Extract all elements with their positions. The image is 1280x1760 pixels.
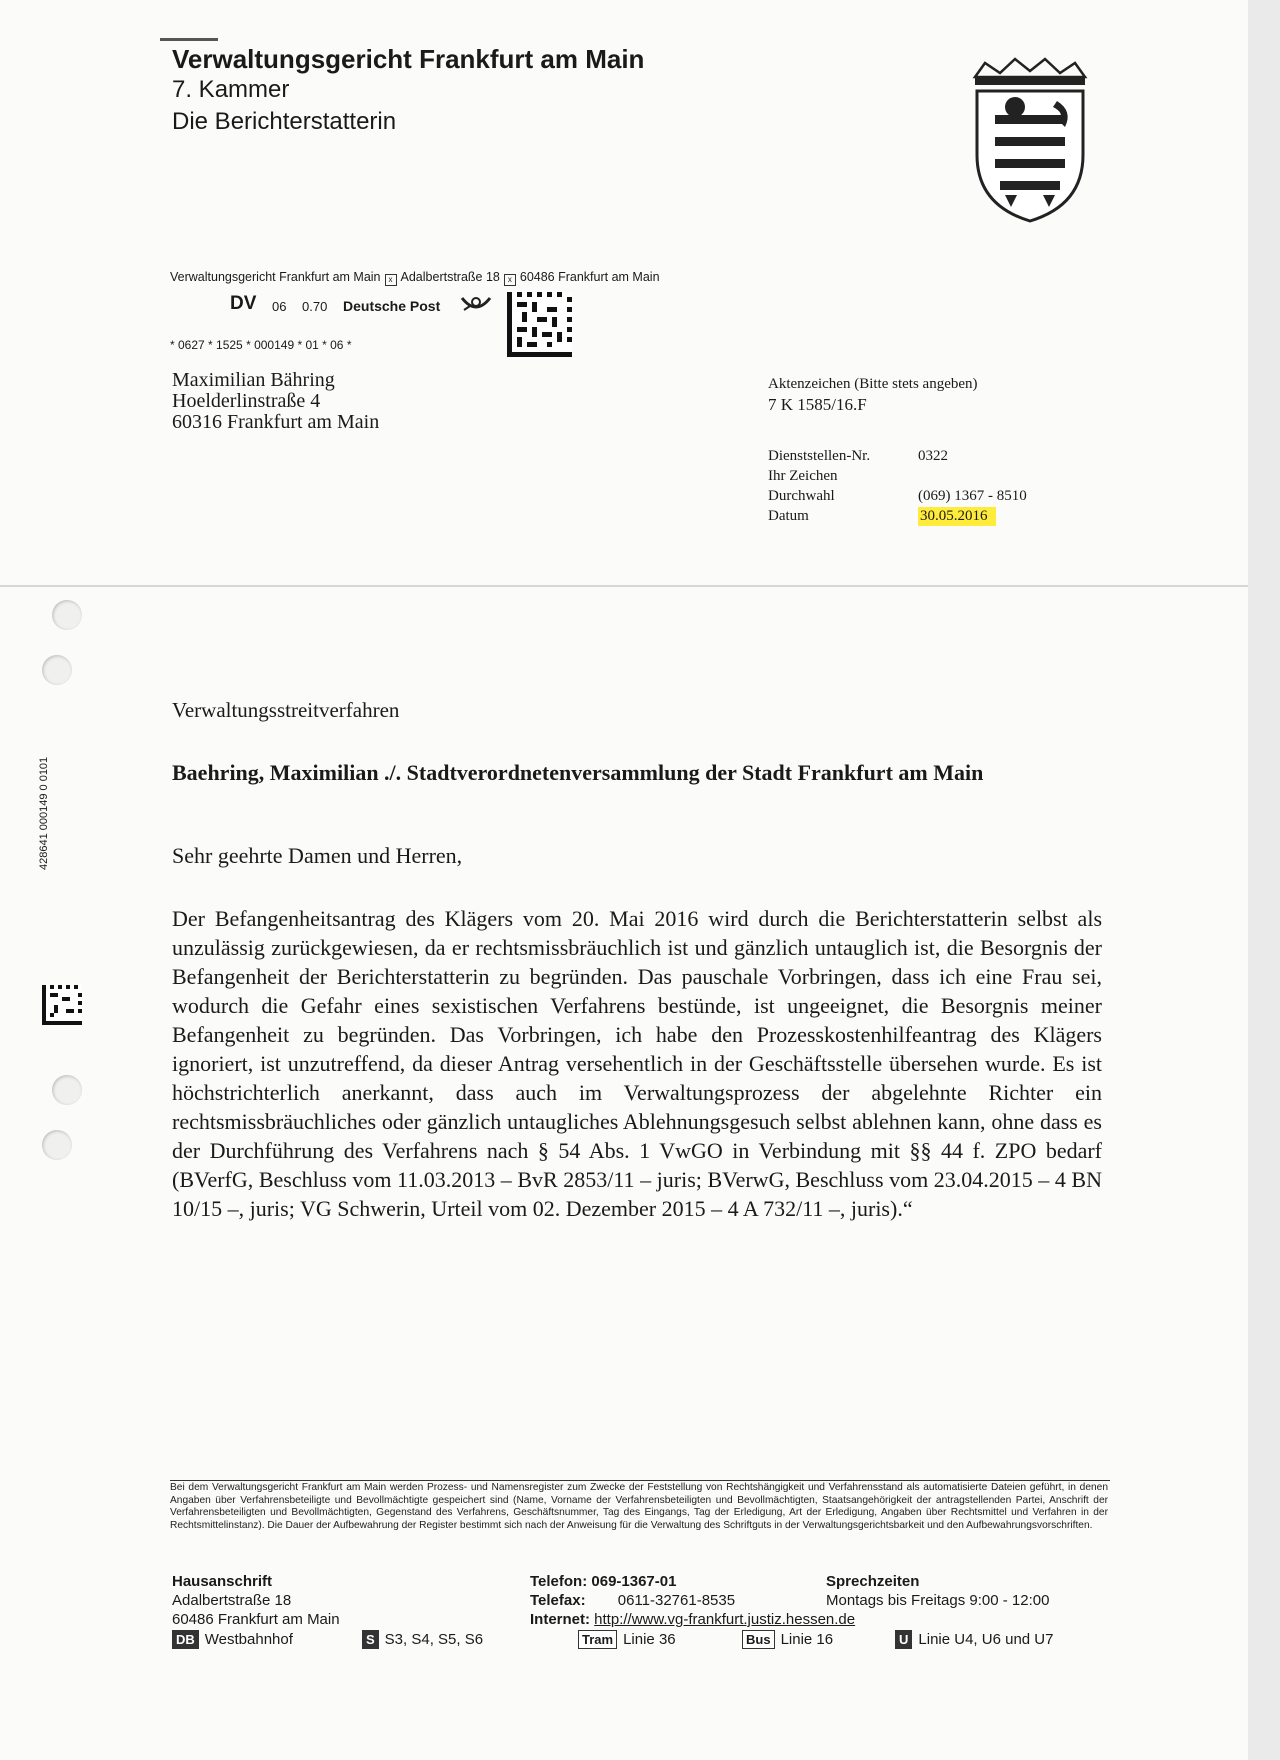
address-heading: Hausanschrift bbox=[172, 1573, 273, 1590]
meta-label-your-ref: Ihr Zeichen bbox=[768, 468, 838, 484]
dv-mark: DV bbox=[230, 293, 257, 314]
u-bahn-icon: U bbox=[895, 1630, 912, 1649]
footer-hours bbox=[826, 1572, 1049, 1610]
reference-number: 7 K 1585/16.F bbox=[768, 395, 867, 414]
return-address bbox=[170, 270, 660, 286]
punch-hole bbox=[42, 1130, 72, 1160]
hours-heading: Sprechzeiten bbox=[826, 1573, 920, 1590]
transit-tram bbox=[578, 1630, 676, 1649]
hours-text: Montags bis Freitags 9:00 - 12:00 bbox=[826, 1592, 1050, 1609]
fax-number: 0611-32761-8535 bbox=[617, 1592, 736, 1609]
footer-divider bbox=[170, 1480, 1110, 1481]
recipient-name: Maximilian Bähring bbox=[172, 369, 335, 391]
punch-hole bbox=[52, 600, 82, 630]
side-barcode-icon bbox=[42, 985, 82, 1025]
s-bahn-icon: S bbox=[362, 1630, 379, 1649]
dv-code-1: 06 bbox=[272, 299, 287, 314]
tram-icon: Tram bbox=[578, 1630, 617, 1649]
meta-value-extension: (069) 1367 - 8510 bbox=[918, 488, 1027, 504]
procedure-type: Verwaltungsstreitverfahren bbox=[172, 698, 400, 722]
punch-hole bbox=[42, 655, 72, 685]
bus-icon: Bus bbox=[742, 1630, 775, 1649]
recipient-city: 60316 Frankfurt am Main bbox=[172, 411, 380, 433]
salutation: Sehr geehrte Damen und Herren, bbox=[172, 843, 463, 868]
transit-label: Linie 36 bbox=[623, 1631, 676, 1648]
transit-sbahn bbox=[362, 1630, 483, 1649]
matrix-barcode-icon bbox=[507, 292, 572, 357]
footer-address bbox=[172, 1572, 340, 1629]
punch-hole bbox=[52, 1075, 82, 1105]
address-street: Adalbertstraße 18 bbox=[172, 1592, 292, 1609]
reference-label: Aktenzeichen (Bitte stets angeben) bbox=[768, 376, 978, 392]
tracking-code: * 0627 * 1525 * 000149 * 01 * 06 * bbox=[170, 338, 352, 352]
phone: Telefon: 069-1367-01 bbox=[530, 1573, 677, 1590]
meta-values bbox=[918, 446, 1027, 526]
page-edge bbox=[1248, 0, 1280, 1760]
court-name: Verwaltungsgericht Frankfurt am Main bbox=[172, 44, 645, 74]
coat-of-arms-icon bbox=[965, 55, 1095, 225]
train-icon: DB bbox=[172, 1630, 199, 1649]
transit-label: S3, S4, S5, S6 bbox=[384, 1631, 484, 1648]
meta-label-date: Datum bbox=[768, 508, 809, 524]
transit-label: Linie 16 bbox=[780, 1631, 834, 1648]
transit-ubahn bbox=[895, 1630, 1053, 1649]
data-protection-notice: Bei dem Verwaltungsgericht Frankfurt am Main werden Prozess- und Namensregister zum Zwecke der Feststellung von Rechtshängigkeit und Verfahrensstand als automatisierte Dateien geführt, in denen Angaben über Verfahrensbeteiligte und Bevollmächtigte gespeichert sind (Name, Vorname der Verfahrensbeteiligten und Bevollmächtigten, Staatsangehörigkeit der antragstellenden Partei, Anschrift der Verfahrensbeteiligten und Bevollmächtigten, Gegenstand des Verfahrens, Geschäftsnummer, Tag des Eingangs, Tag der Erledigung, Art der Erledigung, Angaben über Rechtsmittel und Verfahren in der Rechtsmittelinstanz). Die Dauer der Aufbewahrung der Register bestimmt sich nach der Anweisung für die Verwaltung des Schriftguts in der Verwaltungsgerichtsbarkeit und den Aufbewahrungsvorschriften. bbox=[170, 1482, 1108, 1531]
posthorn-icon bbox=[460, 292, 492, 316]
transit-db bbox=[172, 1630, 293, 1649]
recipient-address bbox=[172, 370, 379, 433]
separator-icon: x bbox=[504, 274, 516, 286]
header-mark bbox=[160, 38, 218, 41]
return-address-city: 60486 Frankfurt am Main bbox=[519, 270, 660, 284]
internet-label: Internet: bbox=[530, 1611, 590, 1628]
transit-label: Linie U4, U6 und U7 bbox=[918, 1631, 1054, 1648]
return-address-street: Adalbertstraße 18 bbox=[400, 270, 500, 284]
side-barcode-number: 428641 000149 0 0101 bbox=[38, 756, 50, 870]
footer-contact bbox=[530, 1572, 855, 1629]
website-link[interactable]: http://www.vg-frankfurt.justiz.hessen.de bbox=[594, 1611, 856, 1628]
fax-label: Telefax: bbox=[530, 1592, 586, 1609]
transit-label: Westbahnhof bbox=[204, 1631, 293, 1648]
dv-code-2: 0.70 bbox=[302, 299, 328, 314]
case-parties: Baehring, Maximilian ./. Stadtverordnetenversammlung der Stadt Frankfurt am Main bbox=[172, 760, 984, 785]
recipient-street: Hoelderlinstraße 4 bbox=[172, 390, 321, 412]
carrier-name: Deutsche Post bbox=[343, 298, 441, 314]
separator-icon: x bbox=[385, 274, 397, 286]
meta-labels bbox=[768, 446, 870, 526]
meta-label-office: Dienststellen-Nr. bbox=[768, 448, 871, 464]
transit-bus bbox=[742, 1630, 833, 1649]
address-city: 60486 Frankfurt am Main bbox=[172, 1611, 340, 1628]
meta-label-extension: Durchwahl bbox=[768, 488, 835, 504]
return-address-court: Verwaltungsgericht Frankfurt am Main bbox=[170, 270, 381, 284]
letter-body: Der Befangenheitsantrag des Klägers vom 20. Mai 2016 wird durch die Berichterstatterin selbst als unzulässig zurückgewiesen, da er rechtsmissbräuchlich ist und gänzlich untauglich ist, die Besorgnis der Befangenheit der Berichterstatterin zu begründen. Das pauschale Vorbringen, dass ich eine Frau sei, wodurch die Gefahr eines sexistischen Verfahrens bestünde, ist ungeeignet, die Besorgnis meiner Befangenheit zu begründen. Das Vorbringen, ich habe den Prozesskostenhilfeantrag des Klägers ignoriert, ist unzutreffend, da dieser Antrag versehentlich in der Geschäftsstelle übersehen wurde. Es ist höchstrichterlich anerkannt, dass auch im Verwaltungsprozess der abgelehnte Richter ein rechtsmissbräuchliches oder gänzlich untaugliches Ablehnungsgesuch selbst ablehnen kann, ohne dass es der Durchführung des Verfahrens nach § 54 Abs. 1 VwGO in Verbindung mit §§ 44 f. ZPO bedarf (BVerfG, Beschluss vom 11.03.2013 – BvR 2853/11 – juris; BVerwG, Beschluss vom 23.04.2015 – 4 BN 10/15 –, juris; VG Schwerin, Urteil vom 02. Dezember 2015 – 4 A 732/11 –, juris).“ bbox=[172, 906, 1102, 1221]
fold-line bbox=[0, 585, 1248, 587]
chamber: 7. Kammer bbox=[172, 76, 290, 103]
meta-value-date: 30.05.2016 bbox=[918, 507, 996, 526]
meta-value-office: 0322 bbox=[918, 448, 948, 464]
meta-value-your-ref bbox=[918, 466, 1027, 486]
judge-role: Die Berichterstatterin bbox=[172, 108, 397, 135]
